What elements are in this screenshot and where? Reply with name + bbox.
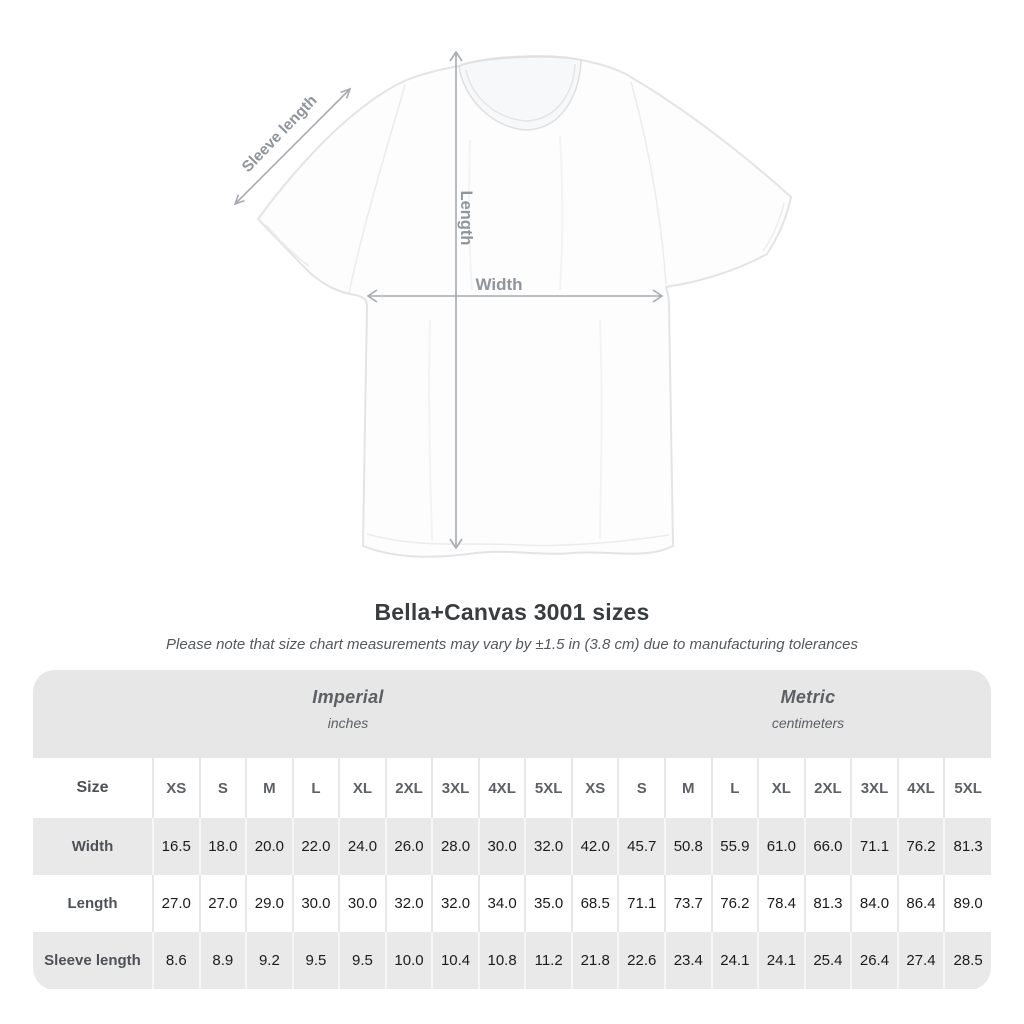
value-cell: 35.0 [525,875,572,932]
page-title: Bella+Canvas 3001 sizes [374,599,650,625]
measurements-table [33,758,991,989]
value-cell: 32.0 [525,818,572,875]
size-label: S [618,758,665,818]
tolerance-note: Please note that size chart measurements may vary by ±1.5 in (3.8 cm) due to manufacturing tolerances [166,636,858,653]
row-label: Sleeve length [44,952,141,969]
table-header-row [33,758,991,818]
size-label: 2XL [386,758,433,818]
value-cell: 66.0 [805,818,852,875]
value-cell: 9.5 [293,932,340,989]
value-cell: 24.0 [339,818,386,875]
value-cell: 22.0 [293,818,340,875]
value-cell: 30.0 [293,875,340,932]
value-cell: 27.4 [898,932,945,989]
value-cell: 76.2 [898,818,945,875]
size-label: 4XL [479,758,526,818]
size-label: L [712,758,759,818]
value-cell: 30.0 [339,875,386,932]
value-cell: 61.0 [758,818,805,875]
imperial-heading: Imperial [312,687,384,707]
value-cell: 10.0 [386,932,433,989]
imperial-unit: inches [327,715,369,731]
value-cell: 34.0 [479,875,526,932]
value-cell: 28.0 [432,818,479,875]
value-cell: 9.2 [246,932,293,989]
value-cell: 21.8 [572,932,619,989]
tshirt-illustration [258,56,791,557]
value-cell: 23.4 [665,932,712,989]
unit-group-metric [648,687,968,731]
value-cell: 84.0 [851,875,898,932]
unit-band [33,670,991,758]
value-cell: 68.5 [572,875,619,932]
value-cell: 9.5 [339,932,386,989]
value-cell: 89.0 [944,875,991,932]
value-cell: 42.0 [572,818,619,875]
value-cell: 10.8 [479,932,526,989]
size-label: S [200,758,247,818]
size-chart-table [33,670,991,990]
value-cell: 45.7 [618,818,665,875]
value-cell: 28.5 [944,932,991,989]
size-label: XS [153,758,200,818]
value-cell: 76.2 [712,875,759,932]
value-cell: 25.4 [805,932,852,989]
width-label: Width [475,275,523,294]
row-label: Length [67,895,118,912]
value-cell: 27.0 [200,875,247,932]
value-cell: 10.4 [432,932,479,989]
size-label: 5XL [944,758,991,818]
value-cell: 8.9 [200,932,247,989]
size-label: 4XL [898,758,945,818]
size-label: M [665,758,712,818]
value-cell: 11.2 [525,932,572,989]
value-cell: 30.0 [479,818,526,875]
value-cell: 24.1 [712,932,759,989]
value-cell: 32.0 [432,875,479,932]
size-label: XL [758,758,805,818]
value-cell: 20.0 [246,818,293,875]
value-cell: 26.4 [851,932,898,989]
size-column-header: Size [76,779,109,796]
value-cell: 71.1 [851,818,898,875]
value-cell: 22.6 [618,932,665,989]
row-label: Width [71,838,114,855]
title-block [0,599,1024,653]
size-label: L [293,758,340,818]
size-label: 3XL [432,758,479,818]
value-cell: 16.5 [153,818,200,875]
value-cell: 18.0 [200,818,247,875]
value-cell: 26.0 [386,818,433,875]
size-label: XS [572,758,619,818]
table-row-width [33,818,991,875]
sleeve-length-label: Sleeve length [238,92,321,176]
size-label: 5XL [525,758,572,818]
table-row-sleeve-length [33,932,991,989]
metric-heading: Metric [780,687,836,707]
value-cell: 73.7 [665,875,712,932]
value-cell: 50.8 [665,818,712,875]
value-cell: 86.4 [898,875,945,932]
value-cell: 71.1 [618,875,665,932]
value-cell: 32.0 [386,875,433,932]
metric-unit: centimeters [771,715,845,731]
value-cell: 55.9 [712,818,759,875]
size-label: 2XL [805,758,852,818]
size-label: M [246,758,293,818]
value-cell: 24.1 [758,932,805,989]
table-row-length [33,875,991,932]
value-cell: 81.3 [944,818,991,875]
value-cell: 27.0 [153,875,200,932]
value-cell: 29.0 [246,875,293,932]
size-label: 3XL [851,758,898,818]
unit-group-imperial [188,687,508,731]
size-label: XL [339,758,386,818]
value-cell: 81.3 [805,875,852,932]
length-label: Length [457,190,475,246]
value-cell: 78.4 [758,875,805,932]
value-cell: 8.6 [153,932,200,989]
